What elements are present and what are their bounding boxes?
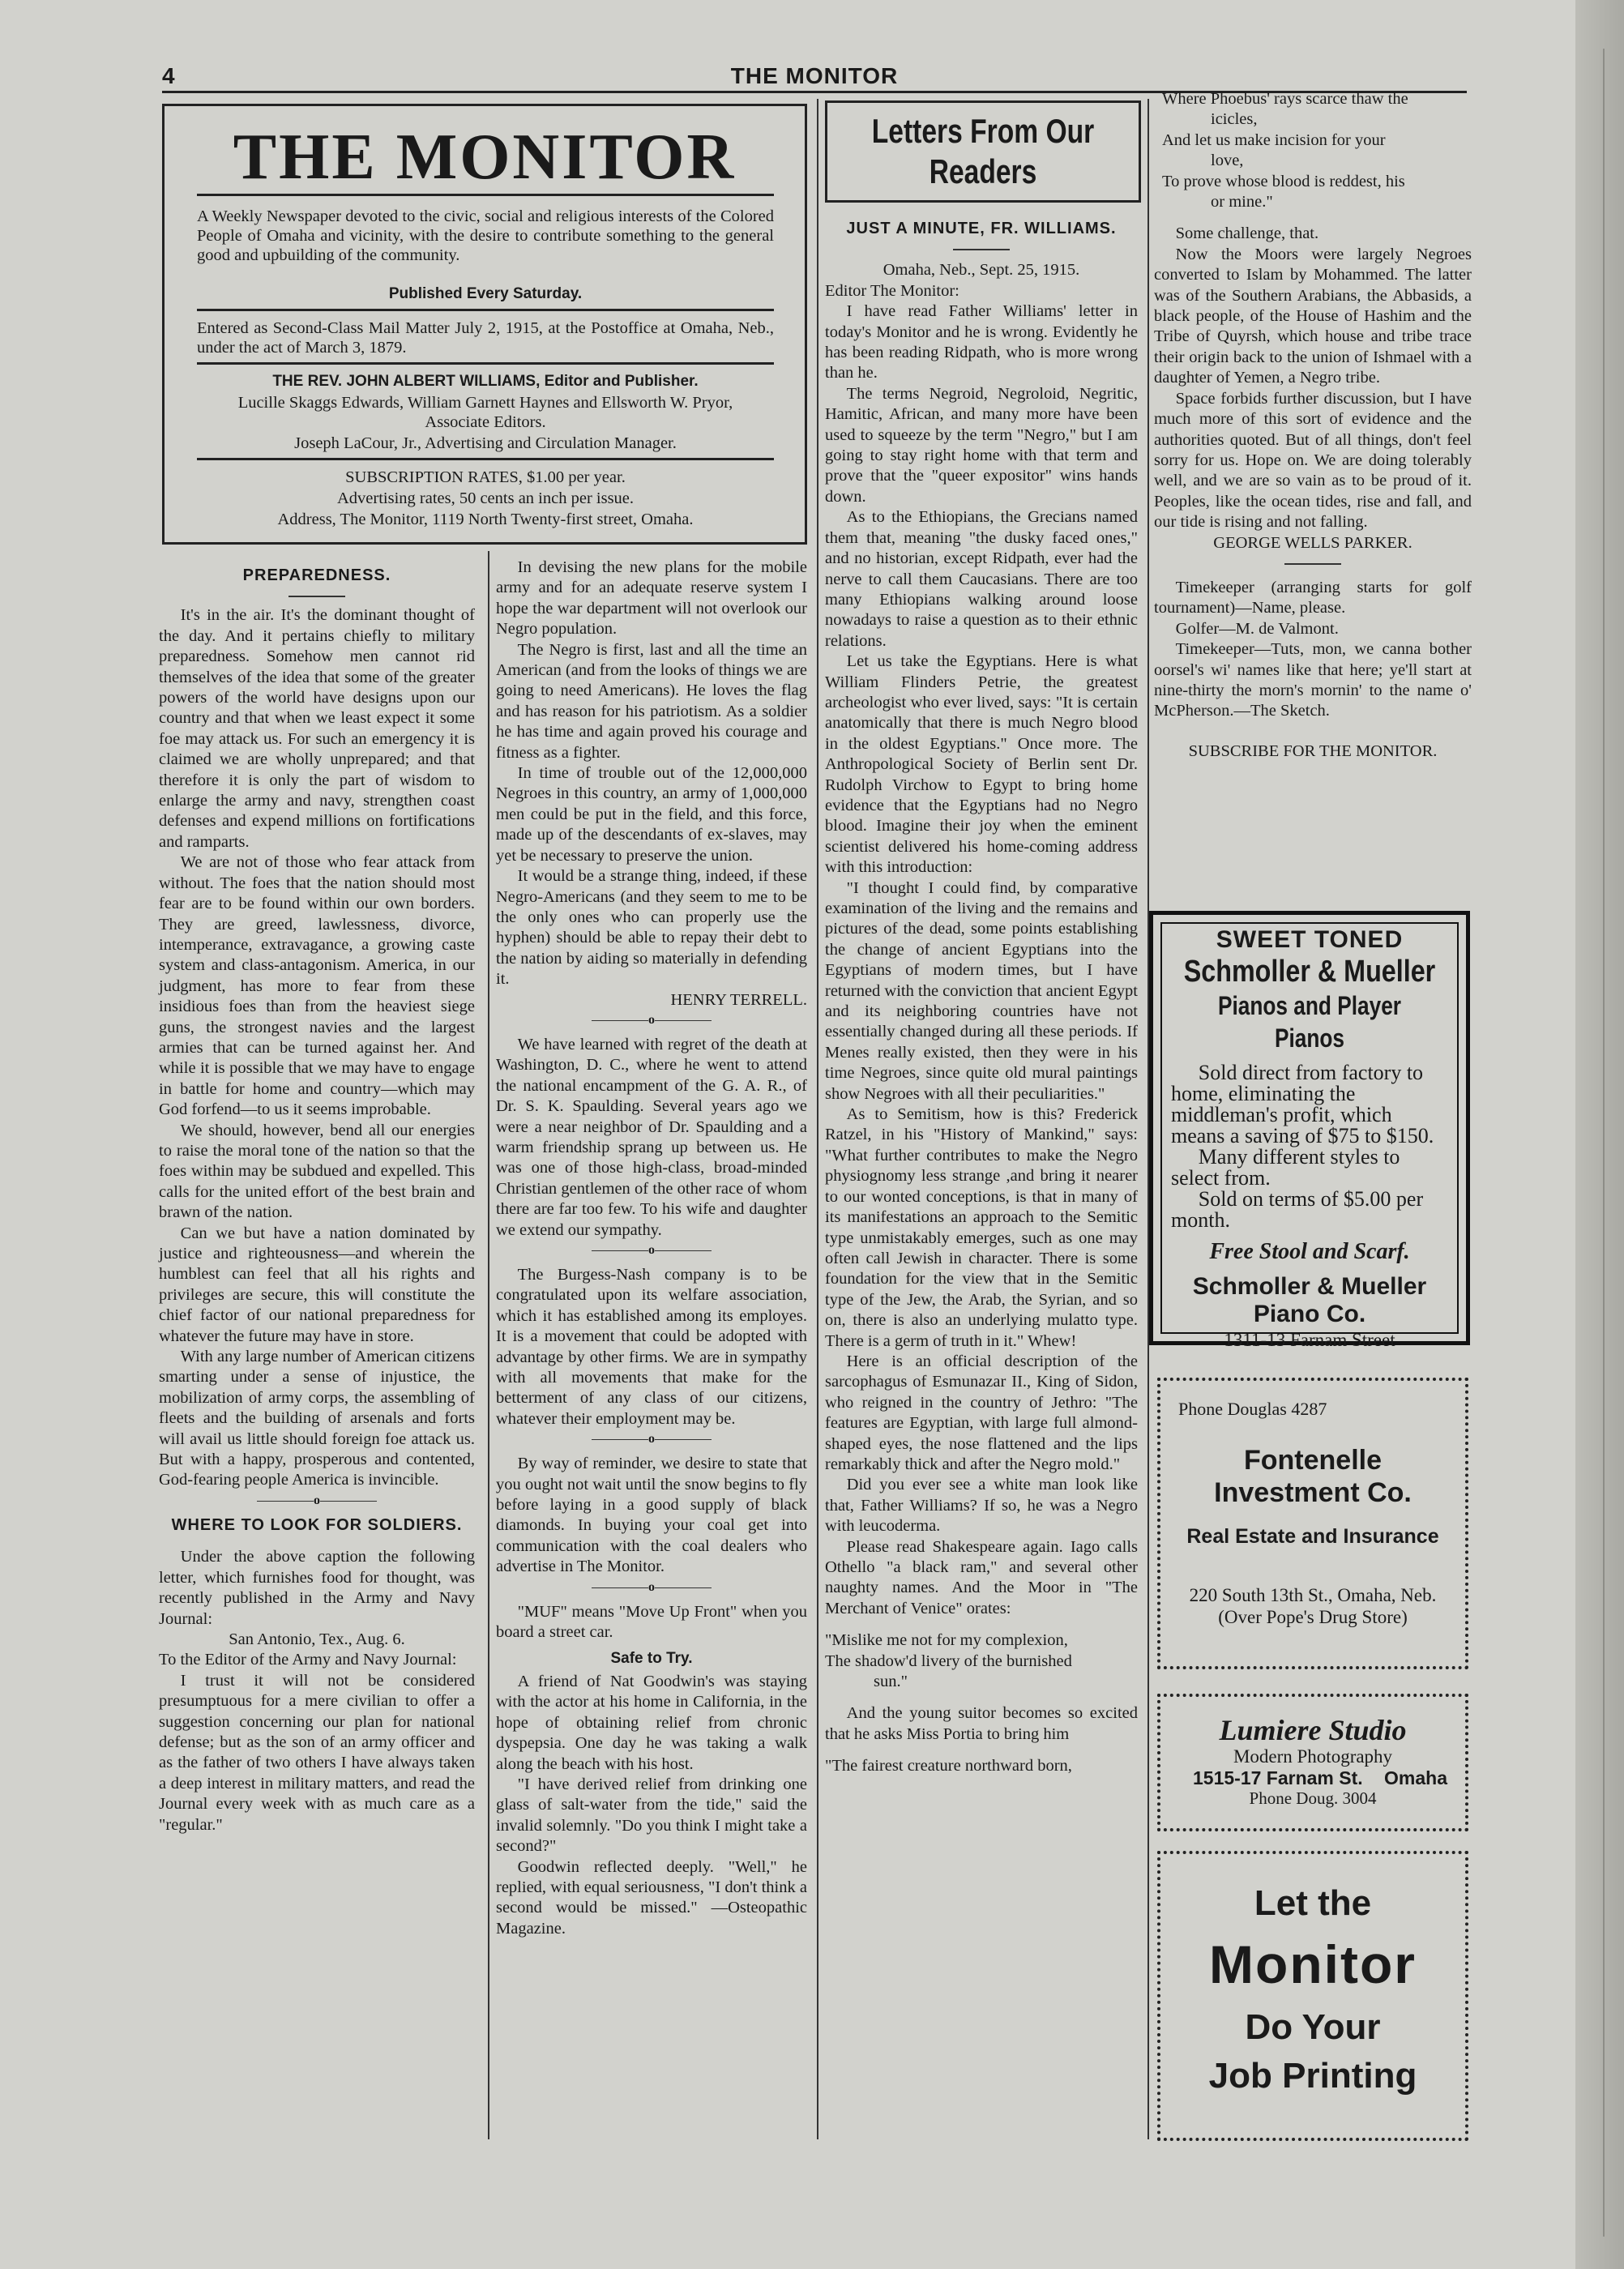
ad-service: Real Estate and Insurance <box>1186 1525 1439 1548</box>
letters-title-line1: Letters From Our <box>871 112 1095 150</box>
paragraph: Timekeeper—Tuts, mon, we canna bother oorsel's wi' names like that here; ye'll start at nine-thirty the morn's mornin' to the name o' McPherson.—The Sketch. <box>1154 640 1472 720</box>
letter-heading: JUST A MINUTE, FR. WILLIAMS. <box>846 220 1117 237</box>
separator <box>159 1494 475 1507</box>
ad-address-line: 220 South 13th St., Omaha, Neb. <box>1189 1585 1437 1605</box>
paragraph: Golfer—M. de Valmont. <box>1175 619 1339 638</box>
page-edge <box>1575 0 1624 2269</box>
separator-mark: o <box>648 1579 655 1594</box>
signature: HENRY TERRELL. <box>670 990 807 1009</box>
short-rule <box>1284 563 1341 565</box>
poem-line: Where Phoebus' rays scarce thaw the <box>1162 90 1408 108</box>
ad-company-line: Fontenelle <box>1243 1445 1383 1476</box>
paragraph: We should, however, bend all our energies to raise the moral tone of the nation so that the foes within may be subdued and expelled. This calls for the united effort of the best brain and brawn of the nation. <box>159 1121 475 1222</box>
masthead-description: A Weekly Newspaper devoted to the civic, social and religious interests of the Colored People of Omaha and vicinity, with the desire to contribute something to the general good and upbuilding of the community. <box>197 207 774 264</box>
masthead-published: Published Every Saturday. <box>388 285 583 302</box>
poem-line: icicles, <box>1211 110 1258 129</box>
column-rule <box>817 99 818 2139</box>
separator-mark: o <box>648 1012 655 1027</box>
poem-continuation <box>1162 89 1472 212</box>
masthead-manager: Joseph LaCour, Jr., Advertising and Circulation Manager. <box>294 434 677 452</box>
ad-address-line: (Over Pope's Drug Store) <box>1218 1607 1408 1627</box>
separator <box>496 1581 807 1594</box>
ad-phone: Phone Douglas 4287 <box>1178 1399 1327 1419</box>
ad-line: Let the <box>1254 1883 1372 1923</box>
paragraph: It's in the air. It's the dominant thought of the day. And it pertains chiefly to military preparedness. Somehow men cannot rid themselves of the idea that some of the greater powers of the world have designs upon our country and that when we least expect it some foe may attack us. For such an emergency it is claimed we are wholly unprepared; and that therefore it is only the part of wisdom to enlarge the army and navy, strengthen coast defenses and expend millions on fortifications and ramparts. <box>159 606 475 851</box>
letter-salutation: To the Editor of the Army and Navy Journal: <box>159 1651 457 1669</box>
masthead-subscription: SUBSCRIPTION RATES, $1.00 per year. <box>345 468 626 486</box>
ad-phone: Phone Doug. 3004 <box>1249 1788 1377 1808</box>
piano-advertisement <box>1149 911 1470 1350</box>
running-header <box>162 63 1467 86</box>
poem-line: To prove whose blood is reddest, his <box>1162 172 1405 190</box>
paragraph: Let us take the Egyptians. Here is what William Flinders Petrie, the greatest archeologist who ever lived, says: "It is certain anatomically that there is much Negro blood in the oldest Egyptians." Once more. The Anthropological Society of Berlin sent Dr. Rudolph Virchow to Egypt to bring home evidence that the Egyptians had no Negro blood. Imagine their joy when the eminent scientist delivered his home-coming address with this introduction: <box>825 652 1138 877</box>
paragraph: It would be a strange thing, indeed, if these Negro-Americans (and they seem to me to be the only ones who can properly use the hyphen) should be able to repay their debt to the nation by aiding so materially in defending it. <box>496 867 807 989</box>
paragraph: "MUF" means "Move Up Front" when you board a street car. <box>496 1602 807 1642</box>
paragraph: Some challenge, that. <box>1175 224 1319 243</box>
paragraph: As to Semitism, how is this? Frederick Ratzel, in his "History of Mankind," says: "What further contributes to make the Negro physiognomy less strange ,and bring it nearer to our wonted conceptions, is that in many of its manifestations an approach to the Semitic type unmistakably emerges, such as one may often call Jewish in character. There is some foundation for the view that in the Semitic type of the Jew, the Arab, the Syrian, and so on, there is also an underlying mulatto type. There is a germ of truth in it." Whew! <box>825 1105 1138 1350</box>
investment-advertisement <box>1157 1378 1468 1669</box>
column-3 <box>825 212 1138 1777</box>
paragraph: We are not of those who fear attack from without. The foes that the nation should most fear are to be found within our own borders. They are greed, lawlessness, divorce, intemperance, extravagance, a growing caste system and class-antagonism. America, in our judgment, has more to fear from these insidious foes than from the heaviest siege guns, the strongest navies and the largest armies that can be turned against her. And while it is possible that we may have to engage in battle for home and country—which may God forfend—to us it seems improbable. <box>159 853 475 1119</box>
ad-line: Pianos and Player Pianos <box>1217 991 1402 1053</box>
column-1 <box>159 559 475 1835</box>
ad-street: 1515-17 Farnam St. <box>1193 1767 1363 1788</box>
separator-mark: o <box>648 1243 655 1257</box>
ad-paragraph: Sold direct from factory to home, eliminating the middleman's profit, which means a saving of $75 to $150. <box>1171 1061 1434 1147</box>
subscribe-notice: SUBSCRIBE FOR THE MONITOR. <box>1188 741 1438 760</box>
ad-paragraph: Many different styles to select from. <box>1171 1145 1400 1190</box>
quote-line: "The fairest creature northward born, <box>825 1757 1072 1775</box>
ad-brand: Schmoller & Mueller <box>1183 955 1436 989</box>
paragraph: Can we but have a nation dominated by justice and righteousness—and wherein the humblest can feel that all his rights and privileges are secure, this will constitute the chief factor of our national preparedness for whatever the future may have in store. <box>159 1224 475 1345</box>
masthead-address: Address, The Monitor, 1119 North Twenty-first street, Omaha. <box>277 511 694 528</box>
page-number: 4 <box>162 63 175 88</box>
paragraph: I trust it will not be considered presumptuous for a mere civilian to offer a suggestion concerning our plan for national defense; but as the son of an army officer and as the father of two others I have always taken a deep interest in military matters, and read the Journal every week with as much care as a "regular." <box>159 1671 475 1834</box>
paragraph: The Negro is first, last and all the time an American (and from the looks of things we are going to need Americans). He loves the flag and has reason for his patriotism. As a soldier he has time and again proved his courage and fitness as a fighter. <box>496 640 807 762</box>
ad-tagline: Modern Photography <box>1233 1746 1393 1767</box>
ad-paragraph: Sold on terms of $5.00 per month. <box>1171 1187 1424 1232</box>
ad-address <box>1160 1767 1465 1789</box>
ad-address <box>1160 1584 1465 1628</box>
ad-company-line: Piano Co. <box>1253 1301 1366 1327</box>
separator-mark: o <box>648 1432 655 1446</box>
separator <box>496 1244 807 1257</box>
paragraph: In devising the new plans for the mobile army and for an adequate reserve system I hope the war department will not overlook our Negro population. <box>496 558 807 639</box>
ad-offer: Free Stool and Scarf. <box>1209 1239 1410 1264</box>
masthead-entered: Entered as Second-Class Mail Matter July 2, 1915, at the Postoffice at Omaha, Neb., under the act of March 3, 1879. <box>197 319 774 357</box>
ad-address: 1311-13 Farnam Street <box>1224 1330 1395 1350</box>
paragraph: With any large number of American citizens smarting under a sense of injustice, the mobilization of army corps, the assembling of fleets and the building of arsenals and forts will avail us little should foreign foe attack us. But with a happy, prosperous and contented, God-fearing people America is invincible. <box>159 1348 475 1489</box>
signature: GEORGE WELLS PARKER. <box>1213 533 1412 552</box>
ad-line: Job Printing <box>1208 2056 1417 2096</box>
printing-advertisement <box>1157 1851 1468 2141</box>
ad-company-line: Investment Co. <box>1214 1477 1412 1508</box>
paragraph: The terms Negroid, Negroloid, Negritic, Hamitic, African, and many more have been used to squeeze by the term "Negro," but I am going to stay right home with that term and prove that the "queer expositor" wins hands down. <box>825 384 1138 506</box>
soldiers-heading: WHERE TO LOOK FOR SOLDIERS. <box>171 1515 463 1534</box>
masthead-rule <box>197 362 774 365</box>
ad-company-line: Schmoller & Mueller <box>1192 1273 1427 1300</box>
short-rule <box>953 249 1010 250</box>
masthead-rule <box>197 309 774 311</box>
quote-line: The shadow'd livery of the burnished <box>825 1652 1072 1670</box>
ad-city: Omaha <box>1384 1767 1447 1788</box>
safe-to-try-heading: Safe to Try. <box>610 1649 693 1667</box>
quote-line: "Mislike me not for my complexion, <box>825 1631 1068 1650</box>
paragraph: We have learned with regret of the death at Washington, D. C., where he went to attend the national encampment of the G. A. R., of Dr. S. K. Spaulding. Several years ago we were a near neighbor of Dr. Spaulding and a warm friendship sprang up between us. He was one of those high-class, broad-minded Christian gentlemen of the other race of whom there are far too few. To his wife and daughter we extend our sympathy. <box>496 1035 807 1239</box>
masthead-box <box>162 104 807 545</box>
paragraph: The Burgess-Nash company is to be congratulated upon its welfare association, which it has established among its employes. It is a movement that could be adopted with advantage by other firms. We are in sympathy with all movements that make for the betterment of any class of our citizens, whatever their employment may be. <box>496 1266 807 1428</box>
separator <box>496 1433 807 1446</box>
separator-mark: o <box>314 1493 320 1507</box>
separator <box>496 1014 807 1027</box>
ad-line: Do Your <box>1245 2007 1381 2047</box>
running-title: THE MONITOR <box>730 63 899 88</box>
poem-line: or mine." <box>1211 193 1273 212</box>
column-rule <box>488 551 489 2139</box>
masthead-rule <box>197 194 774 196</box>
letter-salutation: Editor The Monitor: <box>825 281 959 300</box>
paragraph: Timekeeper (arranging starts for golf tournament)—Name, please. <box>1154 578 1472 617</box>
paragraph: Please read Shakespeare again. Iago calls Othello "a black ram," and several other naughty names. And the Moor in "The Merchant of Venice" orates: <box>825 1537 1138 1617</box>
ad-company: Lumiere Studio <box>1219 1714 1407 1746</box>
letters-title-box <box>825 100 1141 203</box>
masthead-rule <box>197 458 774 460</box>
paragraph: Space forbids further discussion, but I have much more of this sort of evidence and the authorities quoted. But of all things, don't feel sorry for us. Hope on. We are doing tolerably well, and we are so vain as to be proud of it. Peoples, like the ocean tides, rise and fall, and our tide is rising and not falling. <box>1154 389 1472 532</box>
paragraph: By way of reminder, we desire to state that you ought not wait until the snow begins to fly before laying in a good supply of black diamonds. In buying your coal get into communication with the coal dealers who advertise in The Monitor. <box>496 1455 807 1576</box>
paragraph: Here is an official description of the sarcophagus of Esmunazar II., King of Sidon, who reigned in the country of Jethro: "The features are Egyptian, with large full almond-shaped eyes, the nose flattened and the lips remarkably thick and after the Negro mold." <box>825 1352 1138 1473</box>
ad-line <box>1160 2003 1465 2100</box>
preparedness-heading: PREPAREDNESS. <box>242 566 391 584</box>
masthead-advertising: Advertising rates, 50 cents an inch per issue. <box>336 489 635 507</box>
page-fold-line <box>1603 49 1605 2237</box>
letter-dateline: San Antonio, Tex., Aug. 6. <box>229 1630 405 1648</box>
paragraph: "I have derived relief from drinking one glass of salt-water from the tide," said the invalid solemnly. "Do you think I might take a second?" <box>496 1775 807 1856</box>
paragraph: I have read Father Williams' letter in today's Monitor and he is wrong. Evidently he has been reading Ridpath, who is more wrong than he. <box>825 302 1138 382</box>
letters-title-line2: Readers <box>929 152 1037 190</box>
column-4 <box>1154 89 1472 762</box>
paragraph: Now the Moors were largely Negroes converted to Islam by Mohammed. The latter was of the Southern Arabians, the Abbasids, a black people, of the House of Hashim and the Tribe of Quyrsh, which house and tribe trace their origin back to the union of Ishmael with a daughter of Yemen, a Negro tribe. <box>1154 245 1472 387</box>
poem-line: love, <box>1211 152 1244 170</box>
paragraph: "I thought I could find, by comparative examination of the living and the remains and pictures of the dead, some points establishing the change of ancient Egyptians into the Egyptians of modern times, but I have returned with the conviction that ancient Egypt and its neighboring countries have not essentially changed during all these periods. If Menes really existed, then they were in his time Negroes, since quite old mural paintings show Negroes with all their peculiarities." <box>825 878 1138 1103</box>
paragraph: In time of trouble out of the 12,000,000 Negroes in this country, an army of 1,000,000 men could be put in the field, and this force, made up of the descendants of ex-slaves, may yet be necessary to preserve the union. <box>496 764 807 865</box>
studio-advertisement <box>1157 1694 1468 1831</box>
letter-dateline: Omaha, Neb., Sept. 25, 1915. <box>883 261 1080 280</box>
column-2 <box>496 558 807 1939</box>
masthead-title: THE MONITOR <box>233 122 737 193</box>
ad-line: SWEET TONED <box>1216 926 1404 953</box>
paragraph: As to the Ethiopians, the Grecians named them that, meaning "the dusky faced ones," and no historian, except Ridpath, ever had the nerve to call them Caucasians. There are too many Ethiopians walking around loose nowadays to raise a question as to their ethnic relations. <box>825 508 1138 650</box>
ad-line: Monitor <box>1209 1934 1417 1994</box>
paragraph: Goodwin reflected deeply. "Well," he replied, with equal seriousness, "I don't think a second would be missed." —Osteopathic Magazine. <box>496 1857 807 1938</box>
ad-company <box>1160 1444 1465 1509</box>
paragraph: Did you ever see a white man look like that, Father Williams? If so, he was a Negro with leucoderma. <box>825 1476 1138 1536</box>
paragraph: Under the above caption the following letter, which furnishes food for thought, was recently published in the Army and Navy Journal: <box>159 1548 475 1628</box>
short-rule <box>288 596 345 597</box>
masthead-editor: THE REV. JOHN ALBERT WILLIAMS, Editor and Publisher. <box>272 373 699 390</box>
masthead-associates: Lucille Skaggs Edwards, William Garnett Haynes and Ellsworth W. Pryor, Associate Editors. <box>237 394 733 431</box>
paragraph: And the young suitor becomes so excited that he asks Miss Portia to bring him <box>825 1704 1138 1743</box>
poem-line: And let us make incision for your <box>1162 130 1386 149</box>
quote-line: sun." <box>874 1673 908 1691</box>
paragraph: A friend of Nat Goodwin's was staying with the actor at his home in California, in the hope of obtaining relief from chronic dyspepsia. One day he was taking a walk along the beach with his host. <box>496 1672 807 1773</box>
